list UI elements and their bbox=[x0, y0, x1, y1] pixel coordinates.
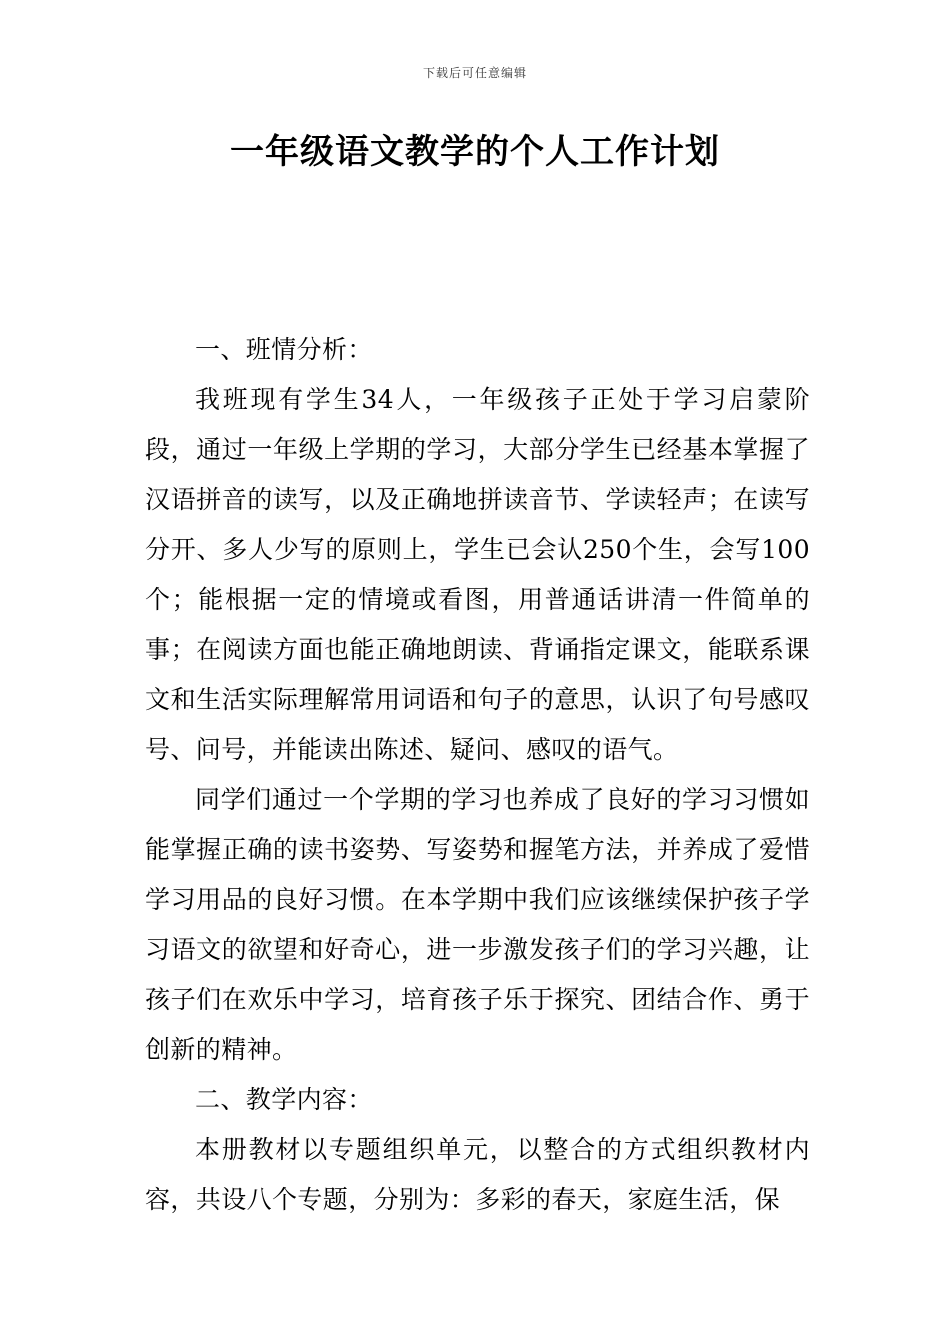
document-title: 一年级语文教学的个人工作计划 bbox=[230, 132, 720, 172]
document-body bbox=[145, 325, 810, 1225]
paragraph-study-habits: 同学们通过一个学期的学习也养成了良好的学习习惯如能掌握正确的读书姿势、写姿势和握笔方法，并养成了爱惜学习用品的良好习惯。在本学期中我们应该继续保护孩子学习语文的欲望和好奇心，进一步激发孩子们的学习兴趣，让孩子们在欢乐中学习，培育孩子乐于探究、团结合作、勇于创新的精神。 bbox=[145, 785, 810, 1064]
header-note: 下载后可任意编辑 bbox=[422, 66, 527, 80]
paragraph-teaching-content: 本册教材以专题组织单元，以整合的方式组织教材内容，共设八个专题，分别为：多彩的春天，家庭生活，保 bbox=[145, 1135, 810, 1214]
paragraph-class-analysis: 我班现有学生34人，一年级孩子正处于学习启蒙阶段，通过一年级上学期的学习，大部分学生已经基本掌握了汉语拼音的读写，以及正确地拼读音节、学读轻声；在读写分开、多人少写的原则上，学生已会认250个生，会写100个；能根据一定的情境或看图，用普通话讲清一件简单的事；在阅读方面也能正确地朗读、背诵指定课文，能联系课文和生活实际理解常用词语和句子的意思，认识了句号感叹号、问号，并能读出陈述、疑问、感叹的语气。 bbox=[145, 385, 810, 764]
section-heading-class-analysis: 一、班情分析： bbox=[195, 335, 373, 364]
section-heading-teaching-content: 二、教学内容： bbox=[195, 1085, 373, 1114]
